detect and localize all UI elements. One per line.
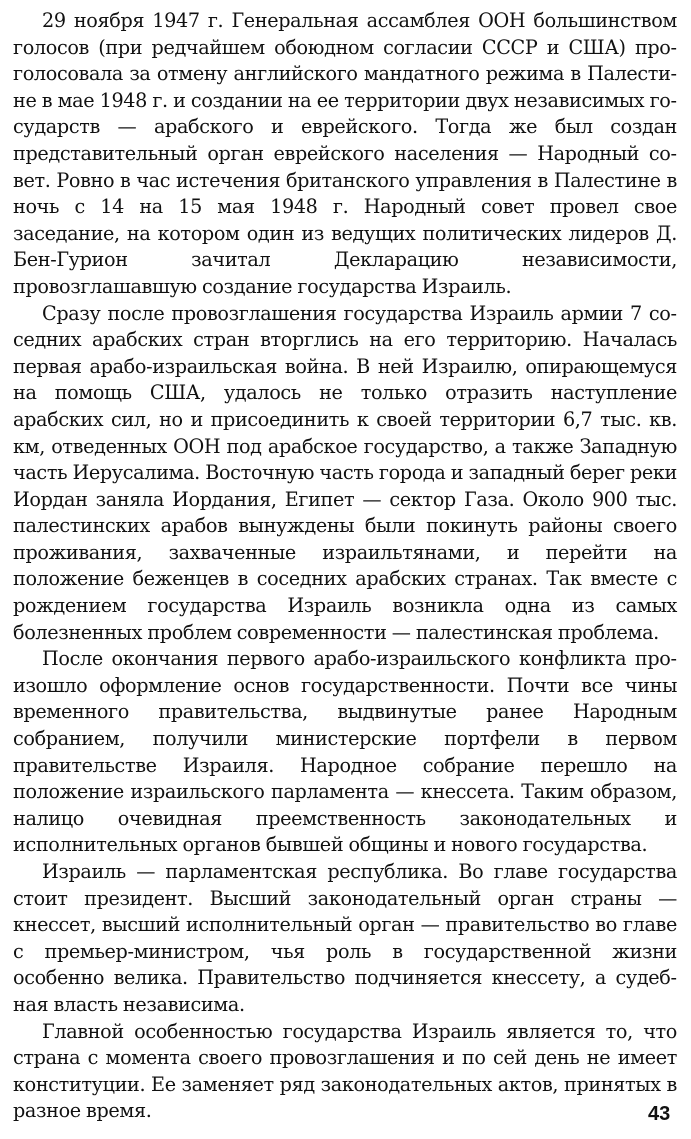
paragraph-parliamentary-republic: Израиль — парламентская республика. Во главе государства стоит президент. Высший законодательный орган страны — кнессет, высший исполнительный орган — правительство во главе с премьер-министром, чья роль в государственной жизни особенно велика. Правительство подчиняется кнессету, а судебная власть независима. — [13, 860, 677, 1016]
paragraph-statehood: После окончания первого арабо-израильского конфликта произошло оформление основ государственности. Почти все чины временного правительства, выдвинутые ранее Народным собранием, получили министерские портфели в первом правительстве Израиля. Народное собрание перешло на положение израильского парламента — кнессета. Таким образом, налицо очевидная преемственность законодательных и исполнительных органов бывшей общины и нового государства. — [13, 647, 677, 857]
page-body — [13, 8, 677, 1125]
page-number: 43 — [648, 1103, 671, 1125]
paragraph-constitution: Главной особенностью государства Израиль является то, что страна с момента своего провозглашения и по сей день не имеет конституции. Ее заменяет ряд законодательных актов, принятых в разное время. — [13, 1019, 677, 1123]
paragraph-first-war: Сразу после провозглашения государства Израиль армии 7 соседних арабских стран вторглись на его территорию. Началась первая арабо-израильская война. В ней Израилю, опирающемуся на помощь США, удалось не только отразить наступление арабских сил, но и присоединить к своей территории 6,7 тыс. кв. км, отведенных ООН под арабское государство, а также Западную часть Иерусалима. Восточную часть города и западный берег реки Иордан заняла Иордания, Египет — сектор Газа. Около 900 тыс. палестинских арабов вынуждены были покинуть районы своего проживания, захваченные израильтянами, и перейти на положение беженцев в соседних арабских странах. Так вместе с рождением государства Израиль возникла одна из самых болезненных проблем современности — палестинская проблема. — [13, 301, 677, 644]
paragraph-un-partition: 29 ноября 1947 г. Генеральная ассамблея ООН большинством голосов (при редчайшем обоюдном согласии СССР и США) проголосовала за отмену английского мандатного режима в Палестине в мае 1948 г. и создании на ее территории двух независимых государств — арабского и еврейского. Тогда же был создан представительный орган еврейского населения — Народный совет. Ровно в час истечения британского управления в Палестине в ночь с 14 на 15 мая 1948 г. Народный совет провел свое заседание, на котором один из ведущих политических лидеров Д. Бен-Гурион зачитал Декларацию независимости, провозглашавшую создание государства Израиль. — [13, 9, 677, 298]
